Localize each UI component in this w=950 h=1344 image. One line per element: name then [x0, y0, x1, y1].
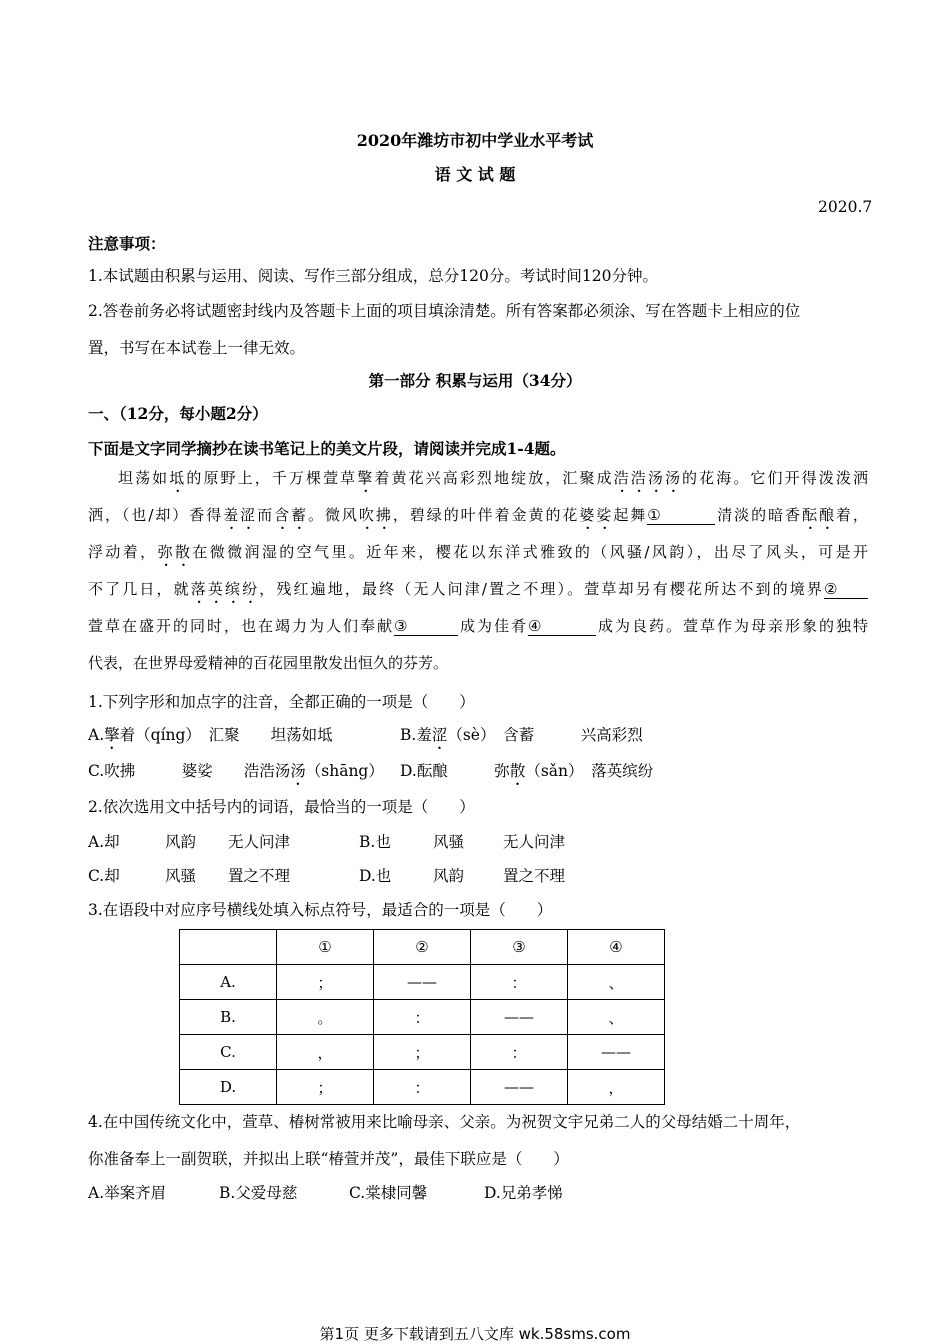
table-cell: C. — [180, 1035, 277, 1070]
table-cell: —— — [374, 965, 471, 1000]
exam-date: 2020.7 — [818, 198, 873, 216]
q1-option-d: D.酝酿 弥散（sǎn） 落英缤纷 — [400, 762, 654, 780]
passage-line-3: 浮动着，弥散在微微润湿的空气里。近年来，樱花以东洋式雅致的（风骚/风韵），出尽了风头，可是开 — [88, 543, 868, 561]
section-heading: 一、（12分，每小题2分） — [88, 404, 268, 423]
q1-stem: 1.下列字形和加点字的注音，全都正确的一项是（ ） — [88, 693, 475, 711]
table-cell: ： — [374, 1000, 471, 1035]
table-row — [180, 965, 665, 1000]
part1-heading: 第一部分 积累与运用（34分） — [368, 371, 582, 390]
table-cell: D. — [180, 1070, 277, 1105]
table-header-cell: ② — [374, 930, 471, 965]
notice-item-2-line1: 2.答卷前务必将试题密封线内及答题卡上面的项目填涂清楚。所有答案都必须涂、写在答题卡上相应的位 — [88, 302, 801, 320]
q2-option-a: A.却 风韵 无人问津 — [88, 833, 291, 851]
exam-title: 2020年潍坊市初中学业水平考试 — [356, 131, 594, 150]
table-cell: —— — [568, 1035, 665, 1070]
q2-option-c: C.却 风骚 置之不理 — [88, 867, 291, 885]
table-cell: ： — [374, 1070, 471, 1105]
table-cell: B. — [180, 1000, 277, 1035]
table-header-cell: ④ — [568, 930, 665, 965]
notice-item-2-line2: 置，书写在本试卷上一律无效。 — [88, 339, 306, 357]
q1-option-a: A.擎着（qíng） 汇聚 坦荡如坻 — [88, 726, 333, 744]
notice-heading: 注意事项： — [88, 234, 166, 253]
q4-option-a: A.举案齐眉 — [88, 1184, 167, 1202]
q2-stem: 2.依次选用文中括号内的词语，最恰当的一项是（ ） — [88, 798, 475, 816]
q4-stem-line2: 你准备奉上一副贺联，并拟出上联“椿萱并茂”，最佳下联应是（ ） — [88, 1150, 569, 1168]
passage-line-4: 不了几日，就落英缤纷，残红遍地，最终（无人问津/置之不理）。萱草却另有樱花所达不到的境界② — [88, 571, 868, 608]
q3-options-table — [179, 929, 665, 1105]
table-cell: ， — [568, 1070, 665, 1105]
blank-1: ① — [647, 506, 715, 525]
notice-item-1: 1.本试题由积累与运用、阅读、写作三部分组成，总分120分。考试时间120分钟。 — [88, 267, 658, 285]
table-cell: ， — [277, 1035, 374, 1070]
table-cell: —— — [471, 1070, 568, 1105]
table-cell: ： — [471, 1035, 568, 1070]
blank-2: ② — [824, 580, 868, 599]
q3-stem: 3.在语段中对应序号横线处填入标点符号，最适合的一项是（ ） — [88, 901, 553, 919]
passage-line-6: 代表，在世界母爱精神的百花园里散发出恒久的芬芳。 — [88, 654, 449, 672]
table-header-cell: ① — [277, 930, 374, 965]
table-cell: ； — [374, 1035, 471, 1070]
q2-option-d: D.也 风韵 置之不理 — [359, 867, 566, 885]
reading-passage — [88, 460, 868, 682]
table-cell: A. — [180, 965, 277, 1000]
q4-option-b: B.父爱母慈 — [219, 1184, 298, 1202]
passage-line-2: 洒，（也/却）香得羞涩而含蓄。微风吹拂，碧绿的叶伴着金黄的花婆娑起舞① 清淡的暗香酝酿着， — [88, 506, 868, 524]
table-cell: 、 — [568, 1000, 665, 1035]
table-row — [180, 1035, 665, 1070]
table-cell: ； — [277, 965, 374, 1000]
blank-3: ③ — [394, 617, 458, 636]
table-header-cell — [180, 930, 277, 965]
q1-option-b: B.羞涩（sè） 含蓄 兴高彩烈 — [400, 726, 643, 744]
q4-option-c: C.棠棣同馨 — [349, 1184, 428, 1202]
table-header-row — [180, 930, 665, 965]
table-cell: 。 — [277, 1000, 374, 1035]
table-cell: 、 — [568, 965, 665, 1000]
table-header-cell: ③ — [471, 930, 568, 965]
q4-option-d: D.兄弟孝悌 — [484, 1184, 563, 1202]
blank-4: ④ — [528, 617, 596, 636]
table-cell: —— — [471, 1000, 568, 1035]
table-cell: ： — [471, 965, 568, 1000]
passage-line-1: 坦荡如坻的原野上，千万棵萱草擎着黄花兴高彩烈地绽放，汇聚成浩浩汤汤的花海。它们开得泼泼洒 — [118, 469, 868, 487]
table-row — [180, 1070, 665, 1105]
table-cell: ； — [277, 1070, 374, 1105]
page-footer: 第1页 更多下载请到五八文库 wk.58sms.com — [319, 1325, 631, 1343]
section-instruction: 下面是文字同学摘抄在读书笔记上的美文片段，请阅读并完成1-4题。 — [88, 439, 566, 458]
q2-option-b: B.也 风骚 无人问津 — [359, 833, 566, 851]
q1-option-c: C.吹拂 婆娑 浩浩汤汤（shāng） — [88, 762, 384, 780]
exam-subtitle: 语 文 试 题 — [434, 165, 516, 184]
passage-line-5: 萱草在盛开的同时，也在竭力为人们奉献③ 成为佳肴④ 成为良药。萱草作为母亲形象的独特 — [88, 617, 868, 635]
table-row — [180, 1000, 665, 1035]
q4-stem-line1: 4.在中国传统文化中，萱草、椿树常被用来比喻母亲、父亲。为祝贺文宇兄弟二人的父母结婚二十周年， — [88, 1113, 801, 1131]
